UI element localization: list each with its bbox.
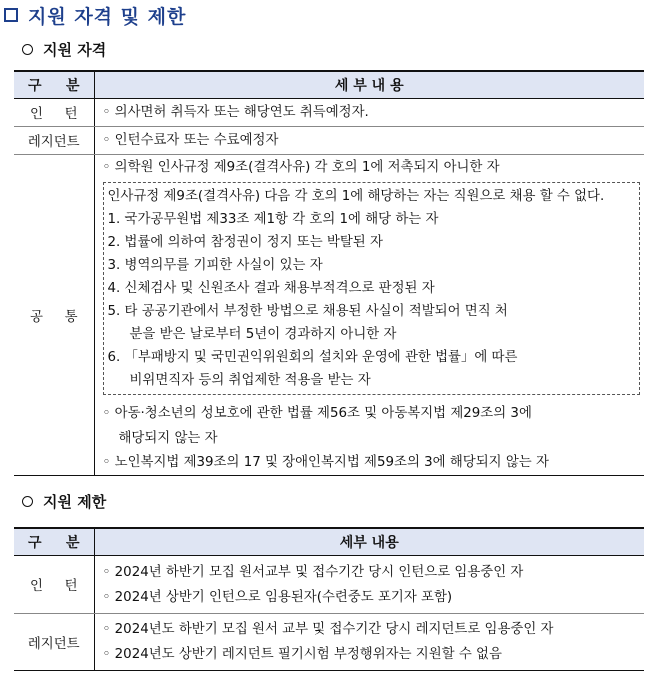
header-category	[14, 528, 94, 556]
circle-bullet-icon	[22, 44, 33, 55]
regulation-item: 2. 법률에 의하여 참정권이 정지 또는 박탈된 자	[107, 235, 383, 250]
regulation-item: 5. 타 공공기관에서 부정한 방법으로 채용된 사실이 적발되어 면직 처	[107, 304, 508, 319]
circle-bullet-icon	[22, 496, 33, 507]
regulation-item-continued: 분을 받은 날로부터 5년이 경과하지 아니한 자	[129, 327, 397, 342]
content-line: ◦ 인턴수료자 또는 수료예정자	[102, 133, 279, 148]
content-line: ◦ 2024년도 상반기 레지던트 필기시험 부정행위자는 지원할 수 없음	[102, 647, 502, 662]
content-line: ◦ 노인복지법 제39조의 17 및 장애인복지법 제59조의 3에 해당되지 않는 자	[102, 455, 549, 470]
regulation-item: 4. 신체검사 및 신원조사 결과 채용부적격으로 판정된 자	[107, 281, 435, 296]
section-heading-qualifications	[22, 38, 106, 60]
row-label-common	[14, 155, 94, 476]
content-line: ◦ 2024년 상반기 인턴으로 임용된자(수련중도 포기자 포함)	[102, 589, 453, 605]
row-content-intern	[94, 556, 644, 614]
page-title-text: 지원 자격 및 제한	[28, 5, 187, 28]
header-details: 세 부 내 용	[94, 71, 644, 99]
child-law-item	[95, 401, 645, 451]
row-label-intern	[14, 556, 94, 614]
regulation-item: 3. 병역의무를 기피한 사실이 있는 자	[107, 258, 323, 273]
header-category-char2: 분	[65, 535, 80, 551]
label-char: 턴	[64, 579, 78, 594]
regulation-item: 6. 「부패방지 및 국민권익위원회의 설치와 운영에 관한 법률」에 따른	[107, 350, 518, 365]
row-content-common	[94, 155, 644, 476]
label-char: 인	[30, 579, 43, 594]
content-line-continued: 해당되지 않는 자	[118, 431, 218, 446]
table-header-row	[14, 528, 644, 556]
section-heading-restrictions	[22, 490, 106, 512]
row-label-resident: 레지던트	[14, 127, 94, 155]
section-heading-text: 지원 자격	[43, 40, 107, 59]
row-content-resident	[94, 127, 644, 155]
table-row-resident	[14, 127, 644, 155]
row-content-intern	[94, 99, 644, 127]
header-details: 세부 내용	[94, 528, 644, 556]
label-char: 공	[30, 309, 43, 325]
content-line: ◦ 의사면허 취득자 또는 해당연도 취득예정자.	[102, 105, 369, 120]
label-char: 통	[64, 309, 78, 325]
content-line: ◦ 2024년 하반기 모집 원서교부 및 접수기간 당시 인턴으로 임용중인 자	[102, 564, 524, 580]
table-row-intern	[14, 556, 644, 614]
square-bullet-icon	[4, 8, 18, 22]
regulation-item: 1. 국가공무원법 제33조 제1항 각 호의 1에 해당 하는 자	[107, 212, 439, 227]
qualifications-table	[14, 70, 644, 476]
regulation-intro: 인사규정 제9조(결격사유) 다음 각 호의 1에 해당하는 자는 직원으로 채용 할 수 없다.	[107, 189, 605, 204]
section-heading-text: 지원 제한	[43, 492, 107, 511]
page-title	[4, 2, 186, 28]
restrictions-table	[14, 527, 644, 671]
table-row-resident	[14, 614, 644, 671]
header-category-char1: 구	[28, 535, 42, 551]
table-row-common	[14, 155, 644, 476]
table-header-row	[14, 71, 644, 99]
label-char: 턴	[64, 107, 78, 122]
table-row-intern	[14, 99, 644, 127]
row-label-resident: 레지던트	[14, 614, 94, 671]
content-line: ◦ 2024년도 하반기 모집 원서 교부 및 접수기간 당시 레지던트로 임용중인 자	[102, 622, 554, 637]
regulation-box	[103, 182, 641, 395]
label-char: 인	[30, 107, 43, 122]
header-category-char2: 분	[65, 78, 80, 94]
content-line: ◦ 아동·청소년의 성보호에 관한 법률 제56조 및 아동복지법 제29조의 3에	[102, 406, 532, 421]
row-label-intern	[14, 99, 94, 127]
content-line: ◦ 의학원 인사규정 제9조(결격사유) 각 호의 1에 저촉되지 아니한 자	[102, 160, 500, 175]
row-content-resident	[94, 614, 644, 671]
header-category-char1: 구	[28, 78, 42, 94]
header-category	[14, 71, 94, 99]
regulation-item-continued: 비위면직자 등의 취업제한 적용을 받는 자	[129, 373, 371, 388]
